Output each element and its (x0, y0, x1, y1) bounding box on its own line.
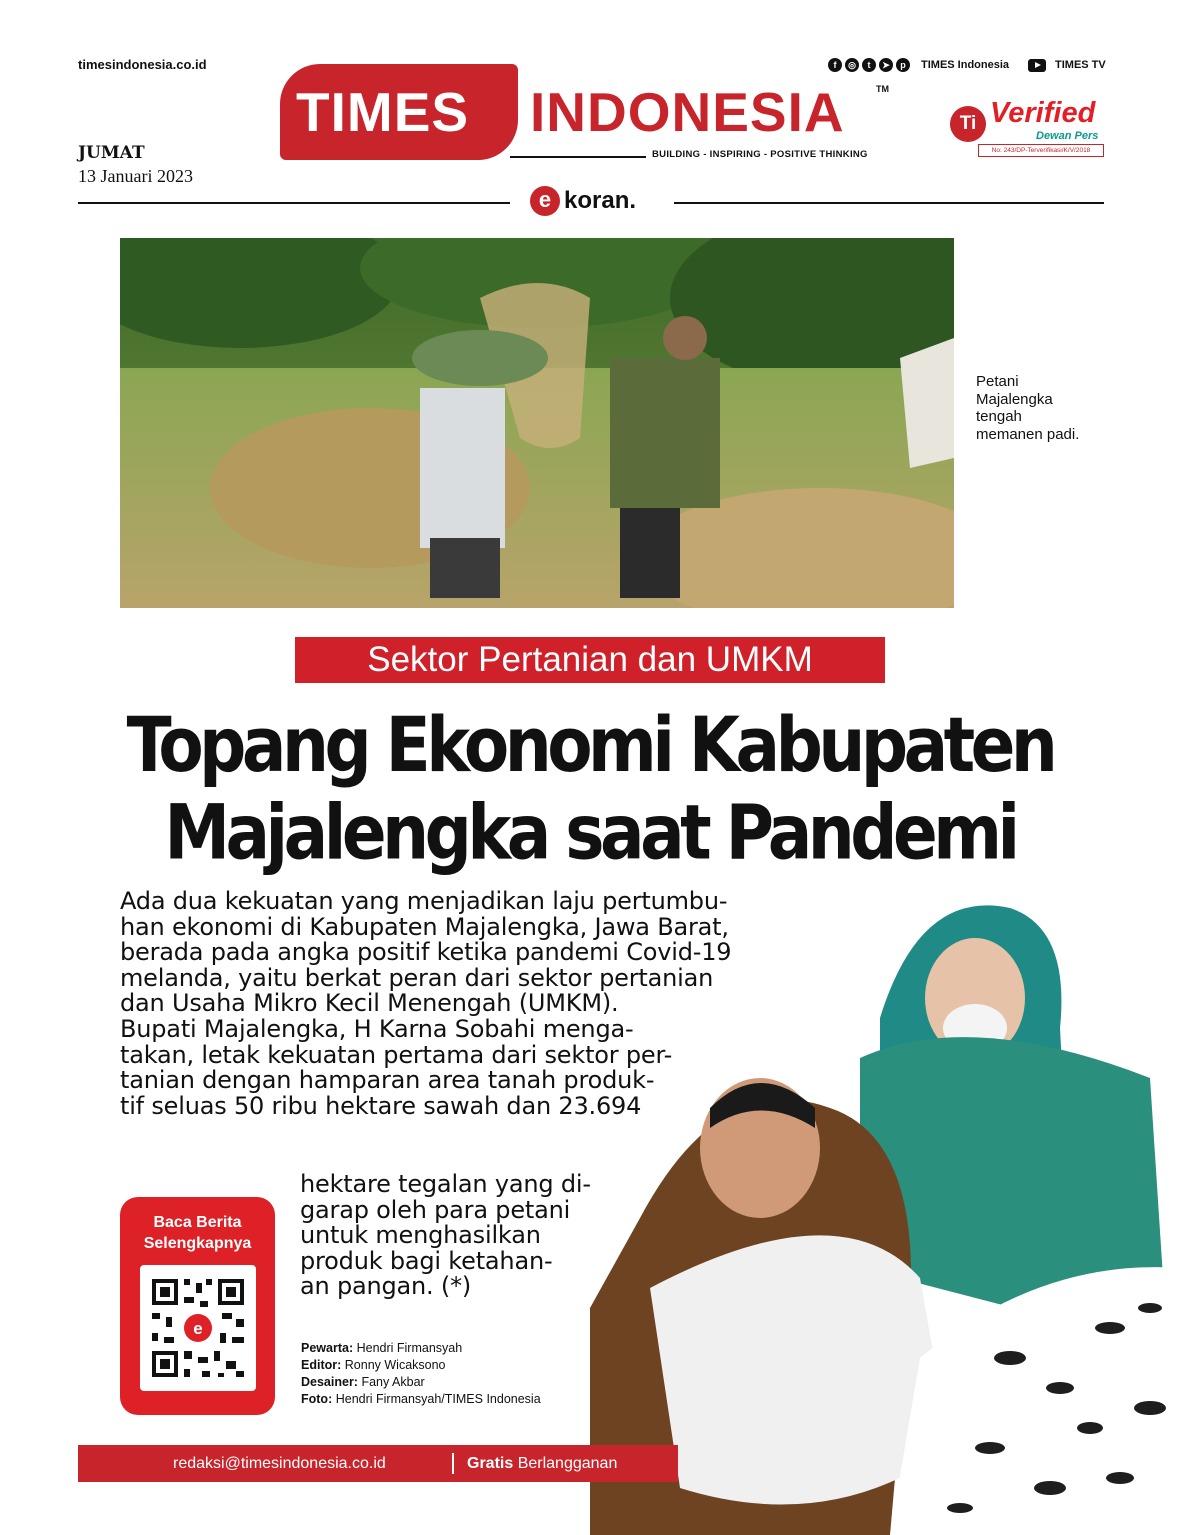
footer-email[interactable]: redaksi@timesindonesia.co.id (173, 1455, 386, 1472)
logo-indonesia-text: INDONESIA (530, 81, 845, 143)
article-body-tail (300, 1172, 591, 1300)
footer-subscribe[interactable]: Gratis Berlangganan (467, 1455, 618, 1472)
body-line: tif seluas 50 ribu hektare sawah dan 23.694 (120, 1091, 642, 1120)
logo-times-text: TIMES (296, 81, 470, 143)
body-line: untuk menghasilkan (300, 1221, 541, 1250)
body-line: berada pada angka positif ketika pandemi Covid-19 (120, 938, 732, 967)
times-tv-label[interactable]: TIMES TV (1055, 59, 1106, 71)
issue-day: JUMAT (78, 143, 145, 163)
rice-harvest-photo (120, 238, 954, 608)
body-line: takan, letak kekuatan pertama dari sektor per- (120, 1040, 673, 1069)
trademark-mark: TM (876, 84, 889, 94)
facebook-icon[interactable]: f (828, 58, 842, 72)
dewan-pers-label: Dewan Pers (1036, 130, 1099, 142)
headline-line-2: Majalengka saat Pandemi (164, 788, 1016, 877)
ekoran-word: koran. (564, 187, 637, 214)
body-line: produk bagi ketahan- (300, 1246, 553, 1275)
body-line: tanian dengan hamparan area tanah produk- (120, 1066, 655, 1095)
credit-pewarta: Pewarta: Hendri Firmansyah (301, 1341, 463, 1355)
credit-foto: Foto: Hendri Firmansyah/TIMES Indonesia (301, 1392, 541, 1406)
kicker-label: Sektor Pertanian dan UMKM (295, 637, 885, 683)
headline (60, 702, 1120, 877)
qr-code[interactable] (140, 1265, 256, 1391)
telegram-icon[interactable]: ➤ (879, 58, 893, 72)
body-line: Ada dua kekuatan yang menjadikan laju pertumbu- (120, 887, 728, 915)
headline-line-1: Topang Ekonomi Kabupaten (126, 700, 1054, 790)
site-url[interactable]: timesindonesia.co.id (78, 57, 207, 72)
body-line: han ekonomi di Kabupaten Majalengka, Jawa Barat, (120, 912, 729, 941)
verification-number: No: 243/DP-Terverifikasi/K/V/2018 (978, 144, 1104, 157)
masthead-rule-left (78, 202, 510, 204)
verified-word: Verified (990, 97, 1096, 129)
body-line: Bupati Majalengka, H Karna Sobahi menga- (120, 1014, 634, 1043)
instagram-icon[interactable]: ◎ (845, 58, 859, 72)
twitter-icon[interactable]: t (862, 58, 876, 72)
body-line: an pangan. (*) (300, 1272, 472, 1301)
ekoran-e-icon: e (530, 186, 560, 216)
article-body-main (120, 889, 731, 1119)
verified-ti-badge: Ti (950, 106, 986, 142)
tagline-rule (510, 156, 646, 158)
svg-text:e: e (193, 1319, 203, 1338)
issue-date: 13 Januari 2023 (78, 166, 193, 186)
body-line: melanda, yaitu berkat peran dari sektor pertanian (120, 963, 714, 992)
pinterest-icon[interactable]: p (896, 58, 910, 72)
social-handle[interactable]: TIMES Indonesia (921, 59, 1010, 71)
masthead-rule-right (674, 202, 1104, 204)
qr-title: Baca Berita Selengkapnya (143, 1214, 252, 1252)
body-line: hektare tegalan yang di- (300, 1170, 591, 1198)
youtube-icon[interactable] (1028, 59, 1046, 72)
tagline: BUILDING - INSPIRING - POSITIVE THINKING (652, 149, 868, 160)
credit-desainer: Desainer: Fany Akbar (301, 1375, 425, 1389)
social-links (828, 58, 1106, 72)
credit-editor: Editor: Ronny Wicaksono (301, 1358, 446, 1372)
body-line: dan Usaha Mikro Kecil Menengah (UMKM). (120, 989, 619, 1018)
photo-caption: Petani Majalengka tengah memanen padi. (976, 373, 1080, 443)
footer-separator (452, 1453, 454, 1474)
body-line: garap oleh para petani (300, 1195, 571, 1224)
article-credits (301, 1340, 541, 1408)
